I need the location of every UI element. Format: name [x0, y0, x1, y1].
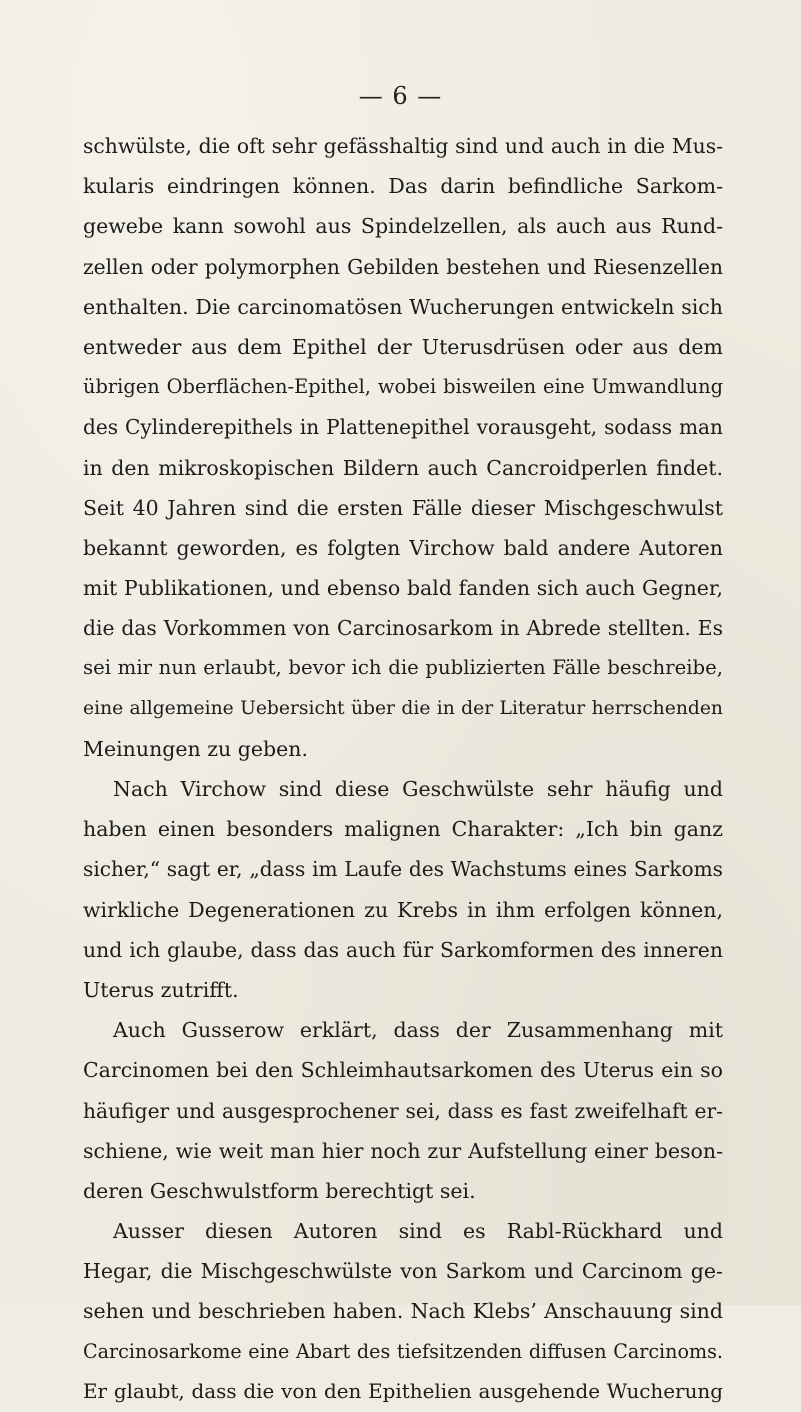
- text-line: enthalten. Die carcinomatösen Wucherungen entwickeln sich: [83, 294, 723, 319]
- text-line: in den mikroskopischen Bildern auch Cancroidperlen findet.: [83, 455, 723, 480]
- text-line: kularis eindringen können. Das darin befindliche Sarkom-: [83, 174, 723, 199]
- text-line: entweder aus dem Epithel der Uterusdrüsen oder aus dem: [83, 334, 723, 359]
- text-line: schiene, wie weit man hier noch zur Aufstellung einer beson-: [83, 1138, 723, 1163]
- text-line: sicher,“ sagt er, „dass im Laufe des Wachstums eines Sarkoms: [83, 857, 723, 882]
- text-line: mit Publikationen, und ebenso bald fanden sich auch Gegner,: [83, 576, 723, 601]
- text-line: bekannt geworden, es folgten Virchow bald andere Autoren: [83, 535, 723, 560]
- text-line: gewebe kann sowohl aus Spindelzellen, als auch aus Rund-: [83, 214, 723, 239]
- text-line: Carcinomen bei den Schleimhautsarkomen des Uterus ein so: [83, 1058, 723, 1083]
- text-line: übrigen Oberflächen-Epithel, wobei bisweilen eine Umwandlung: [83, 375, 723, 399]
- text-line: Seit 40 Jahren sind die ersten Fälle dieser Mischgeschwulst: [83, 495, 723, 520]
- text-line: Er glaubt, dass die von den Epithelien ausgehende Wucherung: [83, 1379, 723, 1403]
- page-number-header: — 6 —: [358, 82, 443, 110]
- text-line: Uterus zutrifft.: [83, 977, 239, 1002]
- body-text: [83, 126, 723, 1412]
- text-line: sei mir nun erlaubt, bevor ich die publizierten Fälle beschreibe,: [83, 656, 723, 680]
- text-line: haben einen besonders malignen Charakter: „Ich bin ganz: [83, 817, 723, 842]
- text-line: die das Vorkommen von Carcinosarkom in Abrede stellten. Es: [83, 616, 723, 641]
- text-line: Meinungen zu geben.: [83, 736, 309, 761]
- text-line: Carcinosarkome eine Abart des tiefsitzenden diffusen Carcinoms.: [83, 1339, 723, 1363]
- text-line: deren Geschwulstform berechtigt sei.: [83, 1178, 476, 1203]
- text-line: häufiger und ausgesprochener sei, dass es fast zweifelhaft er-: [83, 1098, 723, 1123]
- text-line: Hegar, die Mischgeschwülste von Sarkom und Carcinom ge-: [83, 1259, 723, 1284]
- text-line: zellen oder polymorphen Gebilden bestehen und Riesenzellen: [83, 254, 723, 279]
- text-line: Auch Gusserow erklärt, dass der Zusammenhang mit: [113, 1018, 723, 1043]
- text-line: und ich glaube, dass das auch für Sarkomformen des inneren: [83, 937, 723, 962]
- text-line: sehen und beschrieben haben. Nach Klebs’ Anschauung sind: [83, 1299, 723, 1324]
- text-line: des Cylinderepithels in Plattenepithel vorausgeht, sodass man: [83, 415, 723, 440]
- text-line: eine allgemeine Uebersicht über die in der Literatur herrschenden: [83, 697, 723, 719]
- text-line: Nach Virchow sind diese Geschwülste sehr häufig und: [113, 777, 723, 801]
- text-line: schwülste, die oft sehr gefässhaltig sind und auch in die Mus-: [83, 134, 723, 158]
- text-line: wirkliche Degenerationen zu Krebs in ihm erfolgen können,: [83, 897, 723, 922]
- text-line: Ausser diesen Autoren sind es Rabl-Rückhard und: [113, 1219, 723, 1244]
